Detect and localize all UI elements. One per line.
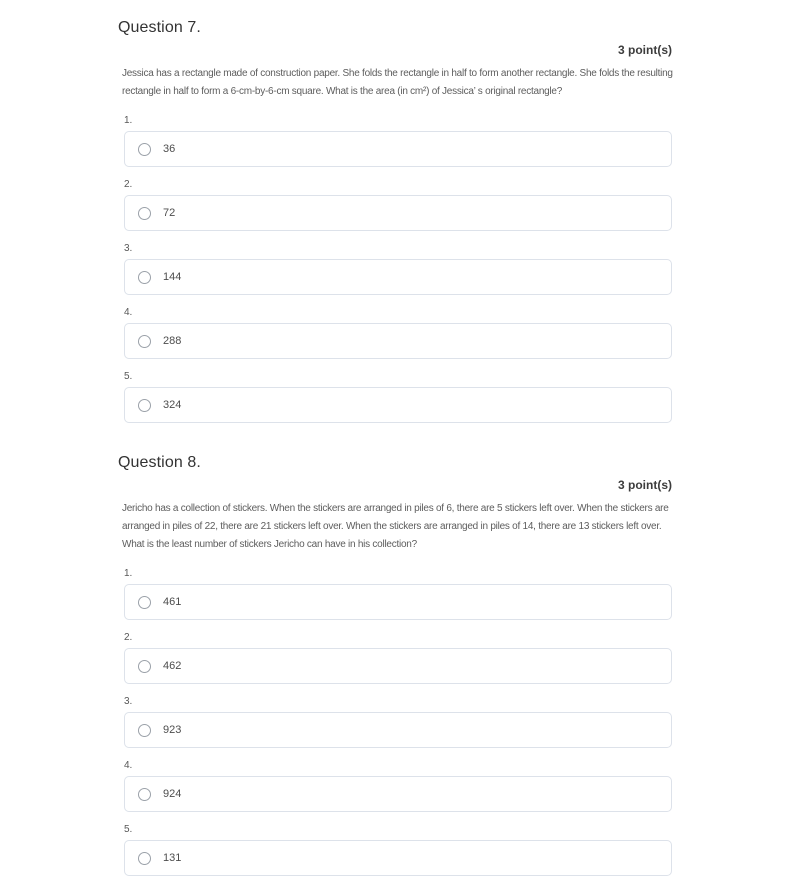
radio-button[interactable] [138,271,151,284]
answer-option-box[interactable] [124,387,672,423]
option-number: 3. [124,696,133,707]
option-value: 924 [163,788,182,800]
answer-option-box[interactable] [124,259,672,295]
answer-option [124,759,672,812]
answer-option [124,370,672,423]
answer-option-box[interactable] [124,776,672,812]
radio-button[interactable] [138,143,151,156]
option-number: 3. [124,243,133,254]
question-7-points-label: 3 point(s) [618,43,672,57]
radio-button[interactable] [138,660,151,673]
option-value: 461 [163,596,182,608]
radio-button[interactable] [138,399,151,412]
option-number: 1. [124,568,133,579]
radio-button[interactable] [138,852,151,865]
answer-option-box[interactable] [124,131,672,167]
radio-button[interactable] [138,596,151,609]
option-value: 324 [163,399,182,411]
option-number: 1. [124,115,133,126]
question-7-options [124,114,672,423]
answer-option [124,567,672,620]
option-value: 923 [163,724,182,736]
option-value: 144 [163,271,182,283]
answer-option [124,114,672,167]
answer-option [124,306,672,359]
answer-option-box[interactable] [124,323,672,359]
answer-option-box[interactable] [124,840,672,876]
option-number: 2. [124,179,133,190]
question-7-text: Jessica has a rectangle made of construction paper. She folds the rectangle in half to form another rectangle. She folds the resulting rectangle in half to form a 6-cm-by-6-cm square. What is the area (in cm²) of Jessica’ s original rectangle? [122,68,673,97]
answer-option [124,823,672,876]
answer-option-box[interactable] [124,195,672,231]
radio-button[interactable] [138,207,151,220]
answer-option [124,242,672,295]
option-number: 5. [124,371,133,382]
radio-button[interactable] [138,335,151,348]
option-number: 2. [124,632,133,643]
radio-button[interactable] [138,724,151,737]
question-8-section [118,453,672,876]
question-8-options [124,567,672,876]
radio-button[interactable] [138,788,151,801]
answer-option-box[interactable] [124,712,672,748]
option-number: 4. [124,760,133,771]
answer-option-box[interactable] [124,584,672,620]
question-7-section [118,18,672,423]
option-value: 462 [163,660,182,672]
answer-option [124,695,672,748]
answer-option [124,631,672,684]
question-8-title: Question 8. [118,454,201,471]
option-value: 72 [163,207,176,219]
option-number: 5. [124,824,133,835]
option-value: 131 [163,852,182,864]
question-7-title: Question 7. [118,19,201,36]
answer-option-box[interactable] [124,648,672,684]
question-8-text: Jericho has a collection of stickers. When the stickers are arranged in piles of 6, there are 5 stickers left over. When the stickers are arranged in piles of 22, there are 21 stickers left over. When the stickers are arranged in piles of 14, there are 13 stickers left over. What is the least number of stickers Jericho can have in his collection? [122,503,669,550]
option-value: 288 [163,335,182,347]
answer-option [124,178,672,231]
option-value: 36 [163,143,176,155]
question-8-points-label: 3 point(s) [618,478,672,492]
option-number: 4. [124,307,133,318]
